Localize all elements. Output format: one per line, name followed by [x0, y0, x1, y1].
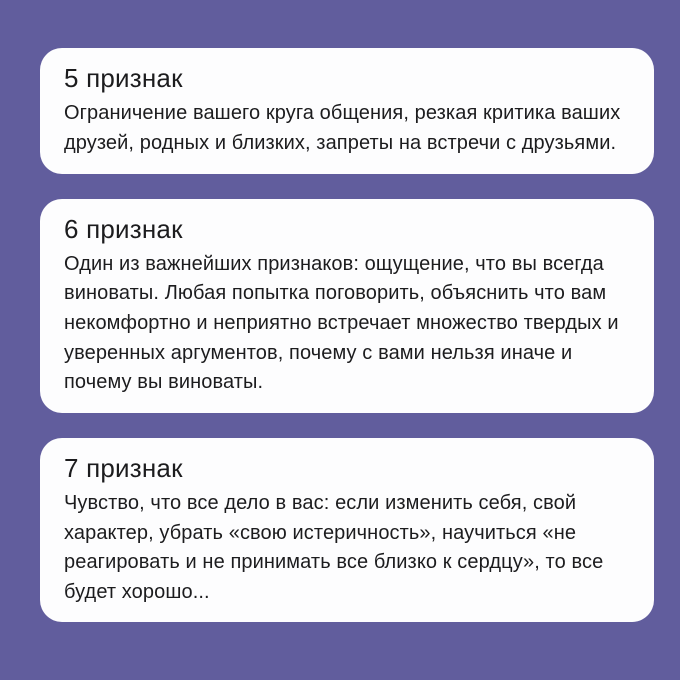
card-body-7: Чувство, что все дело в вас: если изменить себя, свой характер, убрать «свою истеричность», научиться «не реагировать и не принимать все близко к сердцу», то все будет хорошо...: [64, 492, 604, 603]
card-body-6: Один из важнейших признаков: ощущение, что вы всегда виноваты. Любая попытка поговорить, объяснить что вам некомфортно и неприятно встречает множество твердых и уверенных аргументов, почему с вами нельзя иначе и почему вы виноваты.: [64, 252, 619, 394]
card-body-5: Ограничение вашего круга общения, резкая критика ваших друзей, родных и близких, запреты на встречи с друзьями.: [64, 102, 621, 154]
card-title-7: 7 признак: [64, 452, 183, 483]
card-title-5: 5 признак: [64, 63, 183, 93]
sign-card-6: [40, 199, 654, 413]
sign-card-7: [40, 438, 654, 623]
sign-card-5: [40, 48, 654, 174]
card-title-6: 6 признак: [64, 213, 183, 244]
